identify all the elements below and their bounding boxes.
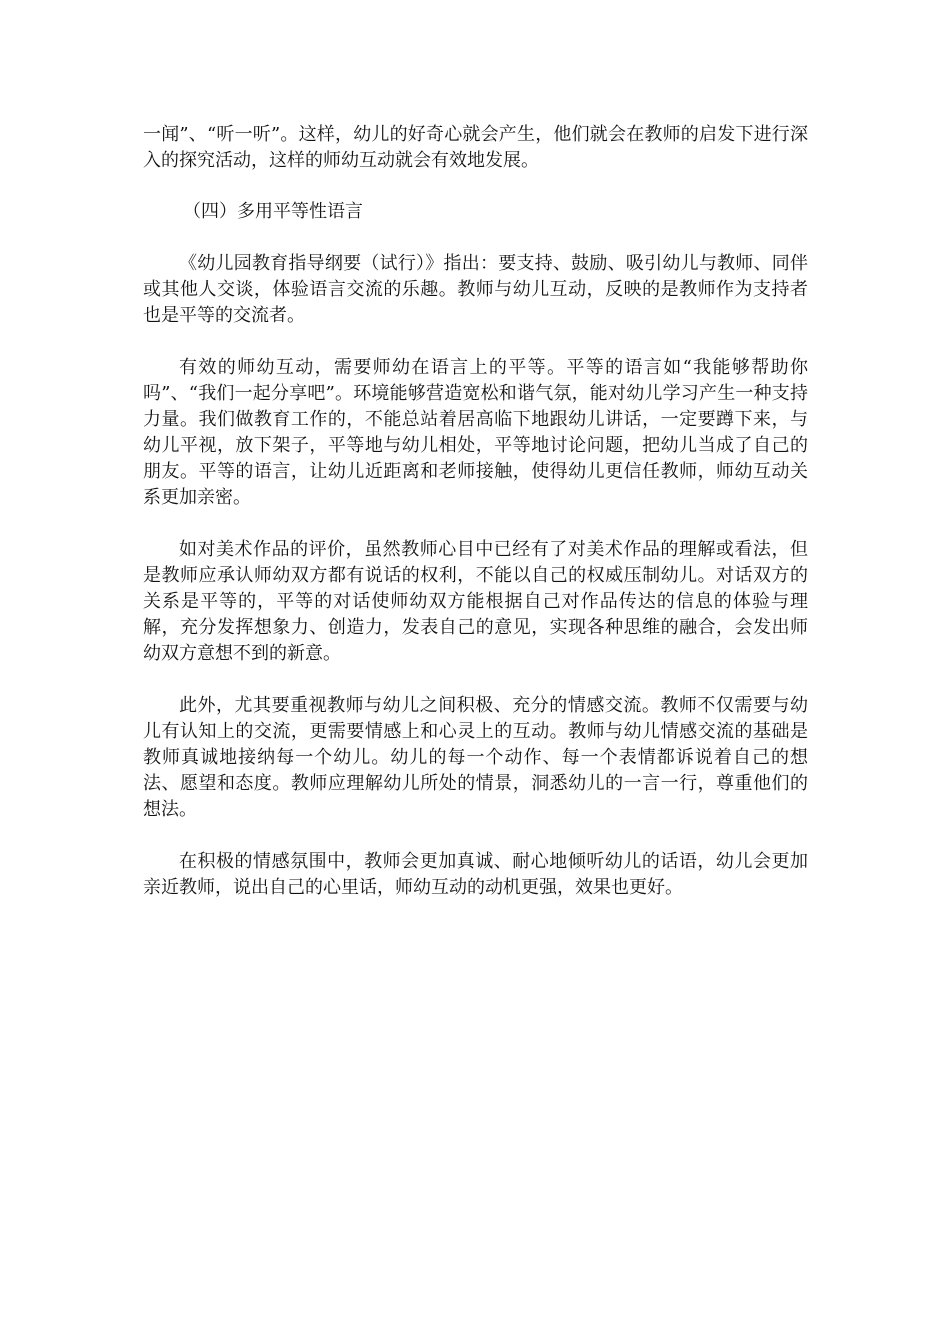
paragraph: 《幼儿园教育指导纲要（试行）》指出：要支持、鼓励、吸引幼儿与教师、同伴或其他人交谈，体验语言交流的乐趣。教师与幼儿互动，反映的是教师作为支持者也是平等的交流者。	[143, 253, 808, 326]
section-heading: （四）多用平等性语言	[183, 201, 363, 222]
document-body	[143, 122, 808, 901]
paragraph-gap	[143, 511, 808, 537]
paragraph: 此外，尤其要重视教师与幼儿之间积极、充分的情感交流。教师不仅需要与幼儿有认知上的交流，更需要情感上和心灵上的互动。教师与幼儿情感交流的基础是教师真诚地接纳每一个幼儿。幼儿的每一个动作、每一个表情都诉说着自己的想法、愿望和态度。教师应理解幼儿所处的情景，洞悉幼儿的一言一行，尊重他们的想法。	[143, 695, 808, 820]
paragraph-gap	[143, 329, 808, 355]
paragraph-gap	[143, 174, 808, 199]
paragraph: 在积极的情感氛围中，教师会更加真诚、耐心地倾听幼儿的话语，幼儿会更加亲近教师，说出自己的心里话，师幼互动的动机更强，效果也更好。	[143, 851, 808, 898]
paragraph-continuation: 一闻”、“听一听”。这样，幼儿的好奇心就会产生，他们就会在教师的启发下进行深入的探究活动，这样的师幼互动就会有效地发展。	[143, 124, 808, 171]
paragraph: 如对美术作品的评价，虽然教师心目中已经有了对美术作品的理解或看法，但是教师应承认师幼双方都有说话的权利，不能以自己的权威压制幼儿。对话双方的关系是平等的，平等的对话使师幼双方能根据自己对作品传达的信息的体验与理解，充分发挥想象力、创造力，发表自己的意见，实现各种思维的融合，会发出师幼双方意想不到的新意。	[143, 539, 808, 664]
paragraph-gap	[143, 225, 808, 251]
paragraph-gap	[143, 823, 808, 849]
paragraph: 有效的师幼互动，需要师幼在语言上的平等。平等的语言如“我能够帮助你吗”、“我们一起分享吧”。环境能够营造宽松和谐气氛，能对幼儿学习产生一种支持力量。我们做教育工作的，不能总站着居高临下地跟幼儿讲话，一定要蹲下来，与幼儿平视，放下架子，平等地与幼儿相处，平等地讨论问题，把幼儿当成了自己的朋友。平等的语言，让幼儿近距离和老师接触，使得幼儿更信任教师，师幼互动关系更加亲密。	[143, 357, 808, 508]
paragraph-gap	[143, 667, 808, 693]
